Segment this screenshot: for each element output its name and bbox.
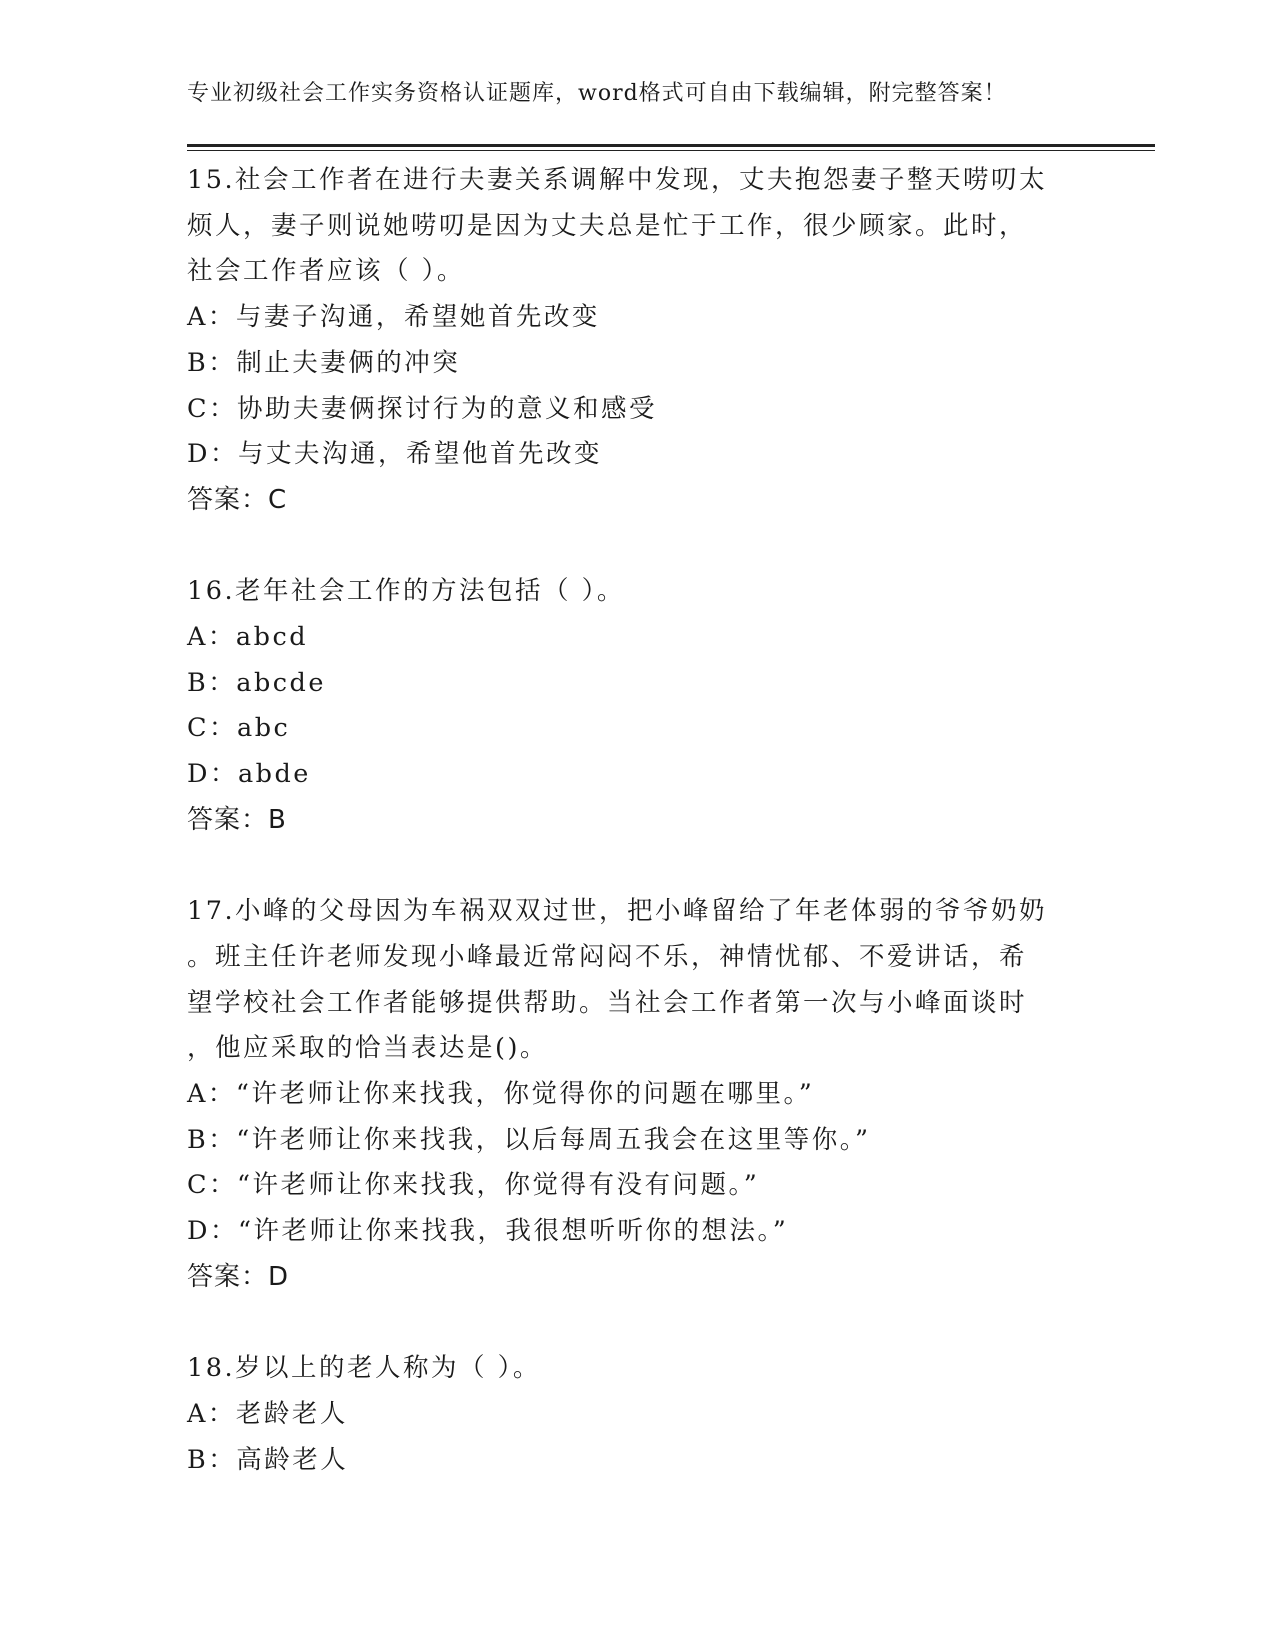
question-stem-line: 15.社会工作者在进行夫妻关系调解中发现，丈夫抱怨妻子整天唠叨太 — [187, 165, 1048, 195]
option-a: A：“许老师让你来找我，你觉得你的问题在哪里。” — [187, 1079, 815, 1110]
question-stem-line: ，他应采取的恰当表达是()。 — [187, 1033, 548, 1064]
answer-label: 答案：B — [187, 804, 287, 835]
option-b: B：高龄老人 — [187, 1444, 349, 1475]
question-17 — [187, 889, 1087, 1300]
option-c: C：abc — [187, 713, 291, 744]
option-d: D：“许老师让你来找我，我很想听听你的想法。” — [187, 1216, 789, 1247]
question-stem-line: 社会工作者应该（ ）。 — [187, 256, 465, 287]
option-d: D：与丈夫沟通，希望他首先改变 — [187, 439, 602, 470]
option-a: A：与妻子沟通，希望她首先改变 — [187, 302, 600, 333]
question-stem-line: 烦人，妻子则说她唠叨是因为丈夫总是忙于工作，很少顾家。此时， — [187, 210, 1028, 241]
spacer — [187, 844, 1087, 890]
question-18 — [187, 1346, 1087, 1483]
answer-label: 答案：C — [187, 484, 288, 515]
option-c: C：“许老师让你来找我，你觉得有没有问题。” — [187, 1170, 760, 1201]
question-16 — [187, 569, 1087, 843]
question-15 — [187, 158, 1087, 524]
header-divider-thin — [187, 150, 1155, 151]
question-list — [187, 158, 1087, 1483]
option-c: C：协助夫妻俩探讨行为的意义和感受 — [187, 393, 658, 424]
spacer — [187, 524, 1087, 570]
option-d: D：abde — [187, 759, 311, 790]
question-stem-line: 18.岁以上的老人称为（ ）。 — [187, 1353, 541, 1384]
option-a: A：abcd — [187, 622, 309, 653]
option-a: A：老龄老人 — [187, 1398, 348, 1429]
page-header: 专业初级社会工作实务资格认证题库，word格式可自由下载编辑，附完整答案！ — [187, 81, 1007, 106]
spacer — [187, 1301, 1087, 1347]
question-stem-line: 望学校社会工作者能够提供帮助。当社会工作者第一次与小峰面谈时 — [187, 987, 1028, 1018]
question-stem-line: 17.小峰的父母因为车祸双双过世，把小峰留给了年老体弱的爷爷奶奶 — [187, 896, 1048, 927]
header-divider-thick — [187, 144, 1155, 147]
option-b: B：制止夫妻俩的冲突 — [187, 347, 461, 378]
question-stem-line: 。班主任许老师发现小峰最近常闷闷不乐，神情忧郁、不爱讲话，希 — [187, 941, 1028, 972]
option-b: B：abcde — [187, 667, 326, 698]
question-stem-line: 16.老年社会工作的方法包括（ ）。 — [187, 576, 625, 607]
answer-label: 答案：D — [187, 1261, 290, 1292]
option-b: B：“许老师让你来找我，以后每周五我会在这里等你。” — [187, 1124, 871, 1155]
